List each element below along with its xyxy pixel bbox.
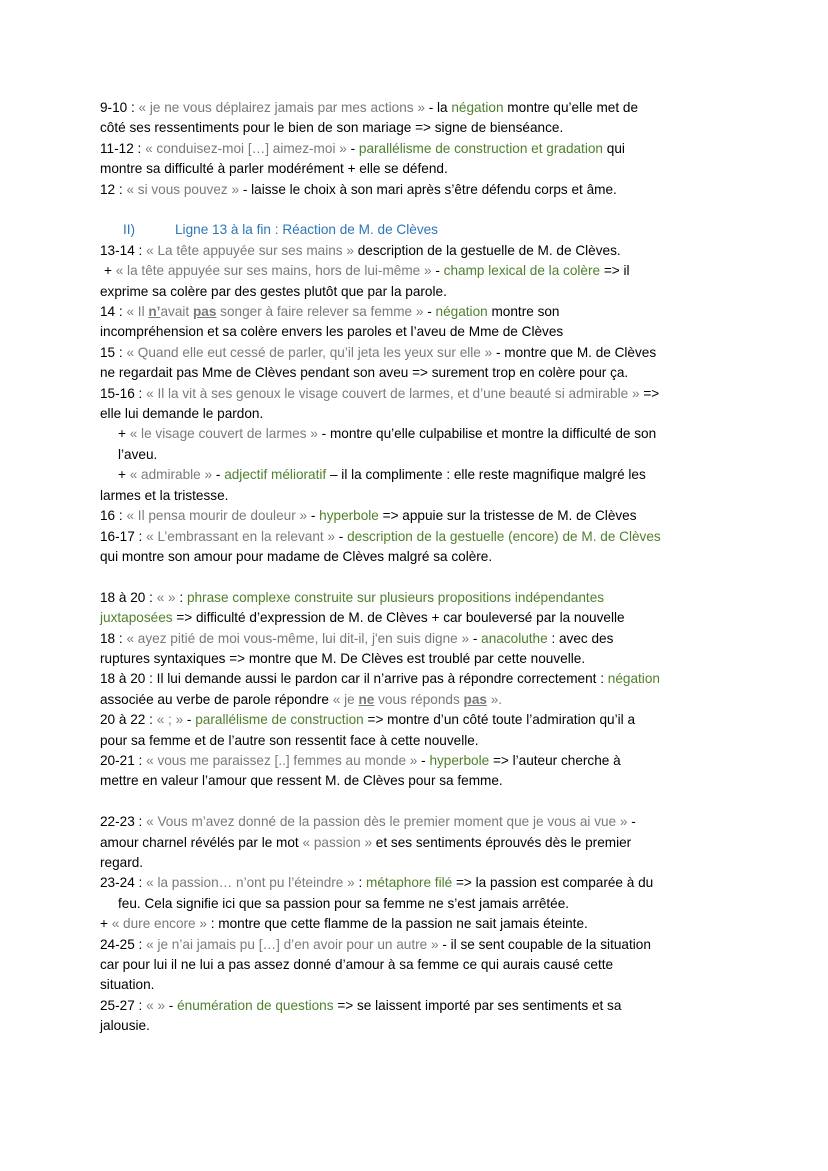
text-line (100, 486, 740, 506)
text-run-em: n’ (148, 304, 161, 320)
text-line (100, 588, 740, 608)
text-run: amour charnel révélés par le mot (100, 834, 303, 850)
text-run: situation. (100, 977, 155, 993)
text-run: + (100, 916, 112, 932)
text-run-g: hyperbole (319, 508, 379, 524)
text-run: 14 : (100, 304, 127, 320)
text-run: montre qu’elle met de (503, 100, 639, 115)
paragraph-gap (100, 200, 740, 220)
text-line (100, 690, 740, 710)
text-run-q: vous réponds (374, 691, 464, 707)
text-line (100, 955, 740, 975)
text-run: ruptures syntaxiques => montre que M. De Clèves est troublé par cette nouvelle. (100, 650, 586, 666)
text-line (100, 261, 740, 281)
text-run: => appuie sur la tristesse de M. de Clèves (378, 508, 637, 524)
text-run-em: pas (192, 304, 217, 320)
text-run: : montre que cette flamme de la passion ne sait jamais éteinte. (206, 916, 588, 932)
text-line (100, 98, 740, 118)
text-run: regard. (100, 854, 144, 870)
text-line (100, 649, 740, 669)
text-line (100, 363, 740, 383)
text-run-q: « je ne vous déplairez jamais par mes actions » (138, 100, 425, 115)
text-line (100, 731, 740, 751)
text-run-q: « le visage couvert de larmes » (129, 426, 318, 442)
section-heading (100, 220, 740, 240)
text-line (100, 608, 740, 628)
text-run: 23-24 : (100, 875, 147, 891)
text-run-g: adjectif mélioratif (224, 467, 327, 483)
text-run: - la (424, 100, 452, 115)
text-line (100, 424, 740, 444)
text-run-g: hyperbole (429, 752, 490, 768)
text-run-q: « vous me paraissez [..] femmes au monde » (146, 752, 418, 768)
text-run: 18 : (100, 630, 127, 646)
text-run: elle lui demande le pardon. (100, 406, 264, 422)
text-run-g: juxtaposées (100, 610, 173, 626)
text-line (100, 975, 740, 995)
text-run: 16-17 : (100, 528, 147, 544)
text-run: 24-25 : (100, 936, 147, 952)
text-run: feu. Cela signifie ici que sa passion pour sa femme ne s’est jamais arrêtée. (118, 895, 570, 911)
text-run-q: « Vous m’avez donné de la passion dès le premier moment que je vous ai vue » (146, 814, 628, 830)
text-run: : (175, 589, 187, 605)
text-run-q: « passion » (302, 834, 373, 850)
text-run: exprime sa colère par des gestes plutôt que par la parole. (100, 283, 447, 299)
text-run: - (307, 508, 320, 524)
text-run-q: « je (332, 691, 359, 707)
text-run-q: « la tête appuyée sur ses mains, hors de lui-même » (115, 263, 432, 279)
text-run: 22-23 : (100, 814, 147, 830)
text-run: + (104, 263, 116, 279)
text-run: 20 à 22 : (100, 712, 157, 728)
text-run: 13-14 : (100, 242, 147, 258)
text-run-g: description de la gestuelle (encore) de M. de Clèves (347, 528, 661, 544)
text-run: 18 à 20 : (100, 589, 157, 605)
text-line (100, 935, 740, 955)
text-run-q: « ; » (156, 712, 184, 728)
text-run-q: « Il (126, 304, 149, 320)
text-run: mettre en valeur l’amour que ressent M. de Clèves pour sa femme. (100, 773, 503, 789)
text-line (100, 873, 740, 893)
text-run-g: négation (435, 304, 488, 320)
text-line (100, 384, 740, 404)
text-run-q: « La tête appuyée sur ses mains » (146, 242, 354, 258)
text-run: pour sa femme et de l’autre son ressentit face à cette nouvelle. (100, 732, 479, 748)
text-run-q: ». (486, 691, 503, 707)
text-line (100, 302, 740, 322)
text-line (100, 996, 740, 1016)
text-line (100, 710, 740, 730)
text-line (100, 669, 740, 689)
text-run: - il se sent coupable de la situation (438, 936, 651, 952)
text-line (100, 282, 740, 302)
document-body (100, 98, 740, 1037)
text-run: => la passion est comparée à du (452, 875, 654, 891)
text-run: - montre qu’elle culpabilise et montre la difficulté de son (317, 426, 657, 442)
text-run-em: ne (358, 691, 375, 707)
text-line (100, 547, 740, 567)
text-line (100, 343, 740, 363)
text-run-q: songer à faire relever sa femme » (216, 304, 424, 320)
text-line (100, 629, 740, 649)
text-run: - (165, 997, 178, 1013)
text-run-g: négation (607, 671, 660, 687)
text-line (100, 465, 740, 485)
text-line (100, 853, 740, 873)
text-run-q: « ayez pitié de moi vous-même, lui dit-il, j'en suis digne » (126, 630, 470, 646)
text-run-q: « la passion… n’ont pu l’éteindre » (146, 875, 355, 891)
text-run-q: « » (156, 589, 176, 605)
text-run: - (183, 712, 196, 728)
text-run-g: parallélisme de construction (195, 712, 364, 728)
text-line (100, 322, 740, 342)
text-run-g: phrase complexe construite sur plusieurs propositions indépendantes (186, 589, 605, 605)
text-line (100, 241, 740, 261)
text-run-q: avait (160, 304, 193, 320)
text-run: + (118, 467, 130, 483)
text-line (100, 1016, 740, 1036)
text-run: - (431, 263, 444, 279)
text-run: - (212, 467, 225, 483)
text-run: larmes et la tristesse. (100, 487, 229, 503)
text-run: 15-16 : (100, 385, 147, 401)
text-run: - (335, 528, 348, 544)
text-run-g: négation (451, 100, 504, 115)
text-run: - (627, 814, 636, 830)
text-run: + (118, 426, 130, 442)
text-run: - (346, 140, 359, 156)
text-run: 25-27 : (100, 997, 147, 1013)
text-run-em: pas (463, 691, 487, 707)
text-run: 11-12 : (100, 140, 146, 156)
text-run-q: « je n’ai jamais pu […] d’en avoir pour un autre » (146, 936, 439, 952)
text-line (100, 527, 740, 547)
text-run-h: Ligne 13 à la fin : Réaction de M. de Clèves (175, 222, 438, 238)
text-run: ne regardait pas Mme de Clèves pendant son aveu => surement trop en colère pour ça. (100, 365, 629, 381)
text-run-q: « » (146, 997, 166, 1013)
text-run-q: « Quand elle eut cessé de parler, qu’il jeta les yeux sur elle » (126, 344, 493, 360)
text-run-g: champ lexical de la colère (443, 263, 601, 279)
text-line (100, 139, 740, 159)
text-run: : (354, 875, 367, 891)
text-run-g: énumération de questions (177, 997, 334, 1013)
text-run: incompréhension et sa colère envers les paroles et l’aveu de Mme de Clèves (100, 324, 564, 340)
text-run: et ses sentiments éprouvés dès le premier (372, 834, 632, 850)
text-run-q: « dure encore » (111, 916, 207, 932)
text-run: qui montre son amour pour madame de Clèves malgré sa colère. (100, 548, 493, 564)
text-run: 18 à 20 : Il lui demande aussi le pardon car il n’arrive pas à répondre correctement : (100, 671, 608, 687)
text-run: qui (602, 140, 625, 156)
text-line (100, 914, 740, 934)
text-run-g: anacoluthe (481, 630, 548, 646)
text-run: => il (600, 263, 630, 279)
text-line (100, 833, 740, 853)
text-run: montre son (487, 304, 560, 320)
text-run: - (469, 630, 482, 646)
text-line (100, 118, 740, 138)
text-line (100, 180, 740, 200)
text-line (100, 812, 740, 832)
text-run-q: « Il pensa mourir de douleur » (126, 508, 308, 524)
text-run-q: « conduisez-moi […] aimez-moi » (145, 140, 347, 156)
text-line (100, 404, 740, 424)
text-run-g: parallélisme de construction et gradation (358, 140, 603, 156)
text-run-q: « Il la vit à ses genoux le visage couvert de larmes, et d’une beauté si admirable » (146, 385, 640, 401)
paragraph-gap (100, 567, 740, 587)
text-line (100, 506, 740, 526)
text-run: associée au verbe de parole répondre (100, 691, 333, 707)
text-run: jalousie. (100, 1018, 150, 1034)
text-run-g: métaphore filé (366, 875, 453, 891)
text-run-q: « si vous pouvez » (126, 181, 240, 197)
text-run-q: « admirable » (129, 467, 213, 483)
text-run: l’aveu. (118, 446, 158, 462)
text-line (100, 894, 740, 914)
text-run: - (417, 752, 430, 768)
text-run: => se laissent importé par ses sentiments et sa (333, 997, 622, 1013)
text-line (100, 445, 740, 465)
text-run: 15 : (100, 344, 127, 360)
text-run-h: II) (123, 222, 136, 238)
text-run: 9-10 : (100, 100, 139, 115)
text-run: => l’auteur cherche à (489, 752, 621, 768)
text-run: description de la gestuelle de M. de Clèves. (353, 242, 621, 258)
text-run: => montre d’un côté toute l’admiration qu’il a (363, 712, 636, 728)
paragraph-gap (100, 792, 740, 812)
text-run: montre sa difficulté à parler modérément + elle se défend. (100, 161, 448, 177)
text-line (100, 751, 740, 771)
text-run: => (639, 385, 660, 401)
text-run: - montre que M. de Clèves (492, 344, 657, 360)
text-run: 16 : (100, 508, 127, 524)
text-run: – il la complimente : elle reste magnifique malgré les (326, 467, 646, 483)
text-run: : avec des (547, 630, 614, 646)
text-run: 12 : (100, 181, 127, 197)
text-run-q: « L’embrassant en la relevant » (146, 528, 336, 544)
text-line (100, 159, 740, 179)
text-run: - laisse le choix à son mari après s’être défendu corps et âme. (239, 181, 617, 197)
text-line (100, 771, 740, 791)
text-run: côté ses ressentiments pour le bien de son mariage => signe de bienséance. (100, 120, 564, 136)
text-run: - (423, 304, 436, 320)
text-run: => difficulté d’expression de M. de Clèves + car bouleversé par la nouvelle (172, 610, 625, 626)
text-run: car pour lui il ne lui a pas assez donné d’amour à sa femme ce qui aurais causé cette (100, 957, 614, 973)
text-run: 20-21 : (100, 752, 147, 768)
